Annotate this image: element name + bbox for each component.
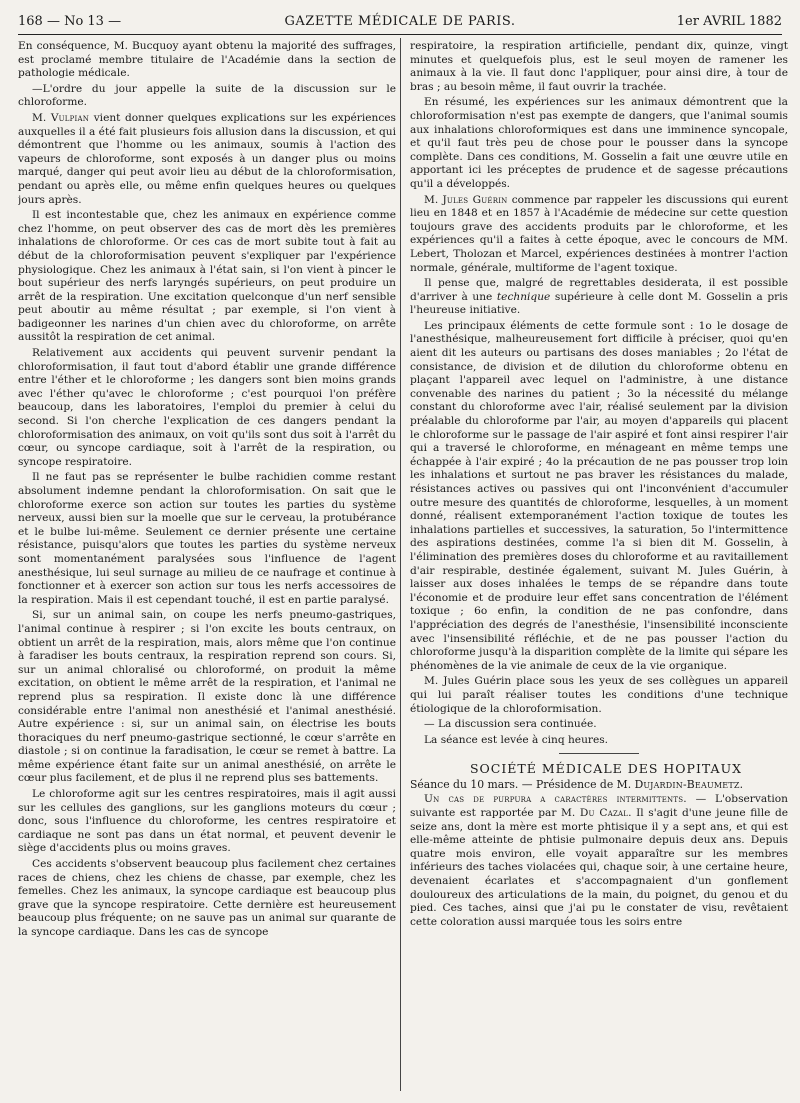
paragraph: La séance est levée à cinq heures. xyxy=(424,733,609,746)
left-column xyxy=(18,40,396,1091)
speaker-name: Vulpian xyxy=(50,111,90,124)
journal-title: GAZETTE MÉDICALE DE PARIS. xyxy=(284,14,516,29)
paragraph: respiratoire, la respiration artificielle, pendant dix, quinze, vingt minutes et quelquefois plus, est le seul moyen de ramener les animaux à la vie. Il faut donc l'appliquer, pour ainsi dire, à tour de bras ; au besoin même, il faut ouvrir la trachée. xyxy=(410,40,788,93)
paragraph: Relativement aux accidents qui peuvent survenir pendant la chloroformisation, il faut tout d'abord établir une grande différence entre l'éther et le chloroforme ; les dangers sont bien moins grands avec l'éther qu'avec le chloroforme ; c'est pourquoi l'on préfère beaucoup, dans les laboratoires, l'emploi du premier à celui du second. Si l'on cherche l'explication de ces dangers pendant la chloroformisation des animaux, on voit qu'ils sont dus soit à l'arrêt du cœur, ou syncope cardiaque, soit à l'arrêt de la respiration, ou syncope respiratoire. xyxy=(18,347,396,468)
paragraph-text: commence par rappeler les discussions qui eurent lieu en 1848 et en 1857 à l'Académie de médecine sur cette question toujours grave des accidents produits par le chloroforme, et les expériences qu'il a faites à cette époque, avec le concours de MM. Lebert, Tholozan et Marcel, expériences destinées à montrer l'action normale, générale, multiforme de l'agent toxique. xyxy=(410,193,788,274)
paragraph-text: M. xyxy=(424,193,443,206)
paragraph-text: . Il s'agit d'une jeune fille de seize ans, dont la mère est morte phtisique il y a sept ans, et qui est elle-même atteinte de phtisie pulmonaire depuis deux ans. Depuis quatre mois environ, elle voyait apparaître sur les membres inférieurs des taches violacées qui, chaque soir, à une certaine heure, devenaient écarlates et s'accompagnaient d'un gonflement douloureux des articulations de la main, du poignet, du genou et du pied. Ces taches, ainsi que j'ai pu le constater de visu, revêtaient cette coloration aussi marquée tous les soirs entre xyxy=(410,807,788,928)
paragraph: M. Jules Guérin place sous les yeux de ses collègues un appareil qui lui paraît réaliser toutes les conditions d'une technique étiologique de la chloroformisation. xyxy=(410,675,788,715)
paragraph: Si, sur un animal sain, on coupe les nerfs pneumo-gastriques, l'animal continue à respirer ; si l'on excite les bouts centraux, on obtient un arrêt de la respiration, mais, alors même que l'on continue à faradiser les bouts centraux, la respiration reprend son cours. Si, sur un animal chloralisé ou chloroformé, on produit la même excitation, on obtient le même arrêt de la respiration, et l'animal ne reprend plus sa respiration. Il existe donc là une différence considérable entre l'animal non anesthésié et l'animal anesthésié. Autre expérience : si, sur un animal sain, on électrise les bouts thoraciques du nerf pneumo-gastrique sectionné, le cœur s'arrête en diastole ; si on continue la faradisation, le cœur se remet à battre. La même expérience étant faite sur un animal anesthésié, on arrête le cœur plus facilement, et de plus il ne reprend plus ses battements. xyxy=(18,609,396,785)
paragraph-text: supérieure à celle dont M. Gosselin a pris l'heureuse initiative. xyxy=(410,290,788,317)
paragraph: Le chloroforme agit sur les centres respiratoires, mais il agit aussi sur les cellules des ganglions, sur les ganglions moteurs du cœur ; donc, sous l'influence du chloroforme, les centres respiratoire et cardiaque ne sont pas dans un état normal, et peuvent devenir le siège d'accidents plus ou moins graves. xyxy=(18,788,396,855)
paragraph: Les principaux éléments de cette formule sont : 1o le dosage de l'anesthésique, malheureusement fort difficile à préciser, quoi qu'en aient dit les auteurs ou partisans des doses maniables ; 2o l'état de consistance, de division et de dilution du chloroforme obtenu en plaçant l'appareil avec lequel on l'administre, à une distance convenable des narines du patient ; 3o la nécessité du mélange constant du chloroforme avec l'air, réalisé seulement par la division préalable du chloroforme par l'air, au moyen d'appareils qui placent le chloroforme sur le passage de l'air aspiré et font ainsi respirer l'air qui a traversé le chloroforme, en ménageant en même temps une échappée à l'air expiré ; 4o la précaution de ne pas pousser trop loin les inhalations et surtout ne pas braver les résistances du malade, résistances actives ou passives qui ont l'inconvénient d'accumuler outre mesure des quantités de chloroforme, lesquelles, à un moment donné, réalisent extemporanément l'action toxique de toutes les inhalations partielles et successives, la saturation, 5o l'intermittence des aspirations destinées, comme l'a si bien dit M. Gosselin, à l'élimination des premières doses du chloroforme et au ravitaillement d'air respirable, destinée également, suivant M. Jules Guérin, à laisser aux doses inhalées le temps de se répandre dans toute l'économie et de produire leur effet sans concentration de l'élément toxique ; 6o enfin, la condition de ne pas confondre, dans l'appréciation des degrés de l'anesthésie, l'insensibilité inconsciente avec l'insensibilité réfléchie, et de ne pas pousser l'action du chloroforme jusqu'à la disparition complète de la limite qui sépare les phénomènes de la vie animale de ceux de la vie organique. xyxy=(410,319,788,672)
page-number: 168 — No 13 — xyxy=(18,14,122,29)
paragraph: Il ne faut pas se représenter le bulbe rachidien comme restant absolument indemne pendant la chloroformisation. On sait que le chloroforme exerce son action sur toutes les parties du système nerveux, aussi bien sur la moelle que sur le cerveau, la protubérance et le bulbe lui-même. Seulement ce dernier présente une certaine résistance, puisqu'alors que toutes les parties du système nerveux sont momentanément paralysées sous l'influence de l'agent anesthésique, lui seul surnage au milieu de ce naufrage et continue à fonctionner et à exercer son action sur tous les nerfs accessoires de la respiration. Mais il est cependant touché, il est en partie paralysé. xyxy=(18,471,396,606)
paragraph xyxy=(410,194,788,276)
paragraph-text: — L'observation suivante est rapportée par M. xyxy=(410,793,788,820)
paragraph-text: M. xyxy=(32,111,51,124)
paragraph: Ces accidents s'observent beaucoup plus facilement chez certaines races de chiens, chez les chiens de chasse, par exemple, chez les femelles. Chez les animaux, la syncope cardiaque est beaucoup plus grave que la syncope respiratoire. Cette dernière est heureusement beaucoup plus fréquente; on ne sauve pas un animal sur quarante de la syncope cardiaque. Dans les cas de syncope xyxy=(18,858,396,938)
paragraph: En conséquence, M. Bucquoy ayant obtenu la majorité des suffrages, est proclamé membre titulaire de l'Académie dans la section de pathologie médicale. xyxy=(18,40,396,80)
right-column xyxy=(410,40,788,1091)
paragraph xyxy=(18,112,396,207)
president-name: Dujardin-Beaumetz xyxy=(634,777,740,791)
paragraph xyxy=(410,277,788,318)
meeting-text: . xyxy=(739,777,744,791)
paragraph xyxy=(410,793,788,929)
column-divider xyxy=(400,38,401,1091)
issue-date: 1er AVRIL 1882 xyxy=(676,14,782,29)
speaker-name: Jules Guérin xyxy=(442,193,508,206)
section-rule xyxy=(559,753,639,754)
meeting-line xyxy=(410,778,788,792)
case-title: Un cas de purpura a caractères intermittents. xyxy=(424,793,687,806)
paragraph: Il est incontestable que, chez les animaux en expérience comme chez l'homme, on peut observer des cas de mort dès les premières inhalations de chloroforme. Or ces cas de mort subite tout à fait au début de la chloroformisation peuvent s'expliquer par l'expérience physiologique. Chez les animaux à l'état sain, si l'on vient à pincer le bout supérieur des nerfs laryngés supérieurs, on peut produire un arrêt de la respiration. Une excitation quelconque d'un nerf sensible peut aboutir au même résultat ; par exemple, si l'on vient à badigeonner les narines d'un chien avec du chloroforme, on arrête aussitôt la respiration de cet animal. xyxy=(18,209,396,344)
section-title: SOCIÉTÉ MÉDICALE DES HOPITAUX xyxy=(469,761,743,777)
meeting-text: Séance du 10 mars. — Présidence de M. xyxy=(410,777,635,791)
emphasis: technique xyxy=(496,290,551,303)
paragraph: En résumé, les expériences sur les animaux démontrent que la chloroformisation n'est pas exempte de dangers, que l'animal soumis aux inhalations chloroformiques est dans une imminence syncopale, et qu'il faut très peu de chose pour le pousser dans la syncope complète. Dans ces conditions, M. Gosselin a fait une œuvre utile en apportant ici les préceptes de prudence et de sagesse précautions qu'il a développés. xyxy=(410,96,788,190)
paragraph: — La discussion sera continuée. xyxy=(424,718,597,731)
paragraph: —L'ordre du jour appelle la suite de la discussion sur le chloroforme. xyxy=(18,82,396,109)
author-name: Du Cazal xyxy=(579,807,629,820)
page-header xyxy=(18,10,782,35)
paragraph-text: vient donner quelques explications sur les expériences auxquelles il a été fait plusieurs fois allusion dans la discussion, et qui démontrent que l'homme ou les animaux, soumis à l'action des vapeurs de chloroforme, sont exposés à un danger plus ou moins marqué, danger qui peut avoir lieu au début de la chloroformisation, pendant ou après elle, ou même enfin quelques heures ou quelques jours après. xyxy=(18,111,396,206)
paragraph-text: Il pense que, malgré de regrettables desiderata, il est possible d'arriver à une xyxy=(410,277,788,303)
